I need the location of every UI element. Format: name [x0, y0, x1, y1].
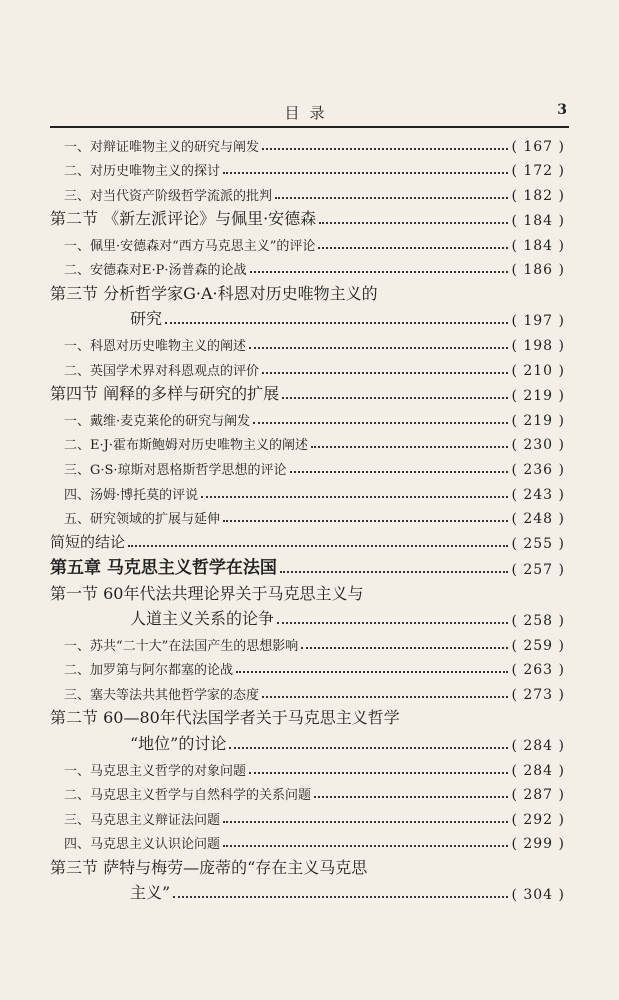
dot-leader: [277, 621, 508, 624]
toc-entry: [50, 278, 565, 304]
toc-entry-title: 第五章 马克思主义哲学在法国: [50, 558, 277, 579]
toc-entry-page: ( 255 ): [511, 536, 565, 553]
toc-entry-title: 第一节 60年代法共理论界关于马克思主义与: [50, 583, 364, 603]
dot-leader: [262, 371, 508, 374]
toc-entry-title: “地位”的讨论: [130, 733, 227, 753]
toc-entry-title: 四、马克思主义认识论问题: [64, 837, 221, 853]
dot-leader: [201, 495, 508, 498]
toc-entry-page: ( 198 ): [511, 338, 565, 355]
toc-entry-page: ( 259 ): [511, 637, 565, 654]
dot-leader: [262, 695, 508, 698]
toc-entry: [50, 703, 565, 729]
toc-entry-title: 第二节 60—80年代法国学者关于马克思主义哲学: [50, 708, 400, 728]
toc-entry-title: 三、马克思主义辩证法问题: [64, 812, 221, 828]
toc-entry: [50, 527, 565, 552]
dot-leader: [311, 445, 508, 448]
dot-leader: [165, 321, 508, 324]
toc-entry: [50, 754, 565, 779]
toc-entry: [50, 678, 565, 703]
dot-leader: [282, 396, 508, 399]
toc-entry-page: ( 167 ): [511, 138, 565, 155]
dot-leader: [223, 820, 508, 823]
dot-leader: [250, 270, 509, 273]
toc-entry-page: ( 186 ): [511, 262, 565, 279]
toc-entry-title: 研究: [130, 309, 163, 329]
toc-entry-page: ( 284 ): [511, 762, 565, 779]
dot-leader: [249, 346, 508, 349]
toc-entry-page: ( 197 ): [511, 313, 565, 330]
toc-entry-page: ( 184 ): [511, 213, 565, 230]
dot-leader: [229, 746, 508, 749]
toc-entry-title: 三、塞夫等法共其他哲学家的态度: [64, 687, 260, 703]
dot-leader: [223, 171, 508, 174]
toc-entry-title: 三、对当代资产阶级哲学流派的批判: [64, 188, 273, 204]
toc-entry: [50, 478, 565, 503]
toc-entry: [50, 304, 565, 330]
toc-entry-title: 主义”: [130, 883, 171, 903]
toc-entry: [50, 155, 565, 180]
toc-entry-title: 一、苏共“二十大”在法国产生的思想影响: [64, 638, 299, 654]
dot-leader: [319, 221, 508, 224]
toc-entry-title: 一、戴维·麦克莱伦的研究与阐发: [64, 413, 251, 429]
toc-entry-page: ( 210 ): [511, 362, 565, 379]
toc-entry: [50, 453, 565, 478]
toc-entry: [50, 578, 565, 604]
page-number: 3: [557, 102, 567, 118]
toc-entry: [50, 379, 565, 405]
toc-entry-title: 二、对历史唯物主义的探讨: [64, 164, 221, 180]
dot-leader: [223, 519, 508, 522]
toc-entry-title: 二、加罗第与阿尔都塞的论战: [64, 663, 234, 679]
toc-entry-page: ( 248 ): [511, 511, 565, 528]
dot-leader: [128, 544, 508, 547]
dot-leader: [223, 844, 508, 847]
toc-entry-title: 二、英国学术界对科恩观点的评价: [64, 363, 260, 379]
toc-entry: [50, 404, 565, 429]
toc-entry-title: 第三节 分析哲学家G·A·科恩对历史唯物主义的: [50, 283, 378, 303]
dot-leader: [249, 771, 508, 774]
table-of-contents: [50, 130, 565, 903]
toc-entry: [50, 878, 565, 904]
toc-entry: [50, 852, 565, 878]
dot-leader: [280, 570, 509, 573]
toc-entry-page: ( 299 ): [511, 836, 565, 853]
toc-entry-page: ( 292 ): [511, 811, 565, 828]
toc-entry-page: ( 182 ): [511, 187, 565, 204]
toc-entry: [50, 728, 565, 754]
toc-entry-title: 一、马克思主义哲学的对象问题: [64, 763, 247, 779]
toc-entry-title: 第二节 《新左派评论》与佩里·安德森: [50, 209, 317, 229]
toc-entry: [50, 354, 565, 379]
header-rule: [50, 126, 569, 128]
toc-entry: [50, 429, 565, 454]
toc-entry: [50, 204, 565, 230]
dot-leader: [301, 646, 508, 649]
toc-entry: [50, 254, 565, 279]
toc-entry: [50, 604, 565, 630]
dot-leader: [236, 670, 508, 673]
toc-entry-page: ( 258 ): [511, 613, 565, 630]
toc-entry: [50, 130, 565, 155]
toc-entry-page: ( 284 ): [511, 737, 565, 754]
toc-entry: [50, 779, 565, 804]
toc-entry-title: 二、E·J·霍布斯鲍姆对历史唯物主义的阐述: [64, 438, 308, 454]
toc-entry-page: ( 257 ): [511, 562, 565, 579]
toc-entry-title: 一、对辩证唯物主义的研究与阐发: [64, 139, 260, 155]
toc-entry: [50, 654, 565, 679]
dot-leader: [275, 196, 508, 199]
toc-entry-title: 简短的结论: [50, 533, 126, 552]
toc-entry-title: 五、研究领域的扩展与延伸: [64, 512, 221, 528]
toc-entry: [50, 179, 565, 204]
running-title: 目录: [284, 104, 335, 122]
toc-entry: [50, 828, 565, 853]
page-header: [50, 100, 569, 124]
toc-entry-title: 二、马克思主义哲学与自然科学的关系问题: [64, 788, 312, 804]
dot-leader: [290, 470, 509, 473]
toc-entry: [50, 229, 565, 254]
toc-entry: [50, 503, 565, 528]
toc-entry: [50, 803, 565, 828]
dot-leader: [318, 246, 508, 249]
dot-leader: [314, 795, 508, 798]
toc-entry-page: ( 230 ): [511, 437, 565, 454]
toc-entry-page: ( 273 ): [511, 686, 565, 703]
toc-entry-title: 第四节 阐释的多样与研究的扩展: [50, 384, 280, 404]
toc-entry: [50, 552, 565, 578]
toc-entry-page: ( 172 ): [511, 163, 565, 180]
toc-entry-page: ( 184 ): [511, 237, 565, 254]
toc-entry-page: ( 263 ): [511, 662, 565, 679]
toc-entry-title: 四、汤姆·博托莫的评说: [64, 487, 199, 503]
toc-entry-title: 三、G·S·琼斯对恩格斯哲学思想的评论: [64, 462, 287, 478]
toc-entry-title: 一、科恩对历史唯物主义的阐述: [64, 339, 247, 355]
toc-entry-page: ( 287 ): [511, 787, 565, 804]
toc-entry: [50, 629, 565, 654]
toc-entry: [50, 329, 565, 354]
toc-entry-page: ( 219 ): [511, 412, 565, 429]
toc-entry-title: 二、安德森对E·P·汤普森的论战: [64, 263, 247, 279]
toc-entry-page: ( 219 ): [511, 388, 565, 405]
toc-entry-title: 第三节 萨特与梅劳—庞蒂的“存在主义马克思: [50, 857, 368, 877]
toc-entry-page: ( 304 ): [511, 887, 565, 904]
toc-entry-title: 一、佩里·安德森对“西方马克思主义”的评论: [64, 238, 316, 254]
toc-entry-page: ( 243 ): [511, 486, 565, 503]
toc-entry-title: 人道主义关系的论争: [130, 609, 275, 629]
dot-leader: [262, 147, 508, 150]
dot-leader: [253, 421, 508, 424]
dot-leader: [173, 895, 508, 898]
toc-entry-page: ( 236 ): [511, 461, 565, 478]
